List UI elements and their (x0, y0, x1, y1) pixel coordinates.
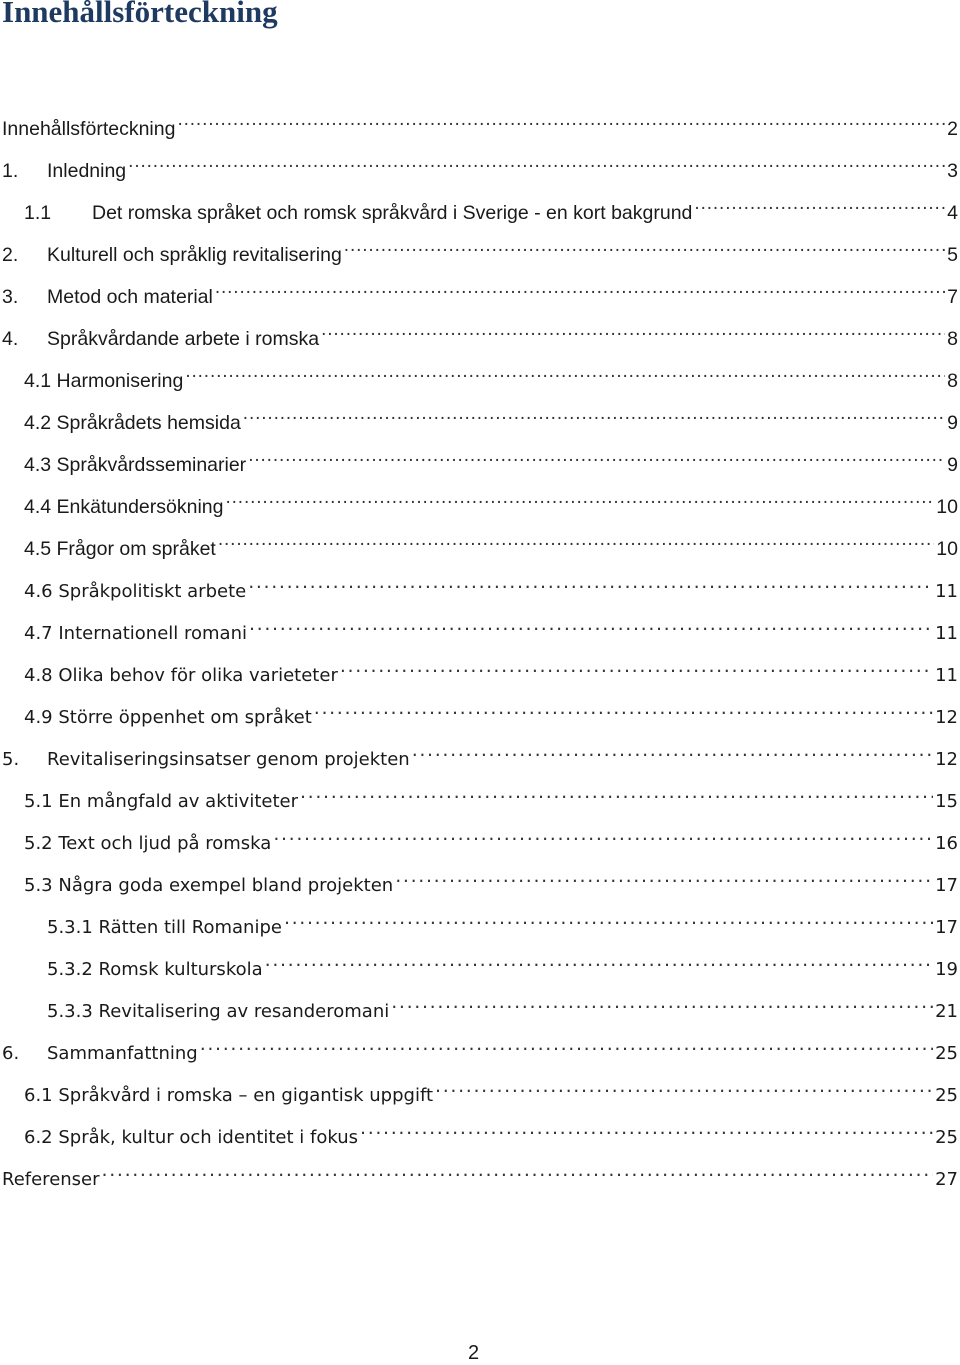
toc-entry-title: 5.1 En mångfald av aktiviteter (24, 791, 298, 812)
toc-dot-leader (128, 147, 945, 177)
toc-entry-page: 5 (947, 244, 958, 266)
toc-entry[interactable] (2, 231, 958, 266)
toc-entry-page: 25 (935, 1085, 958, 1106)
toc-entry-title: 4.8 Olika behov för olika varieteter (24, 665, 338, 686)
toc-entry-title: Sammanfattning (47, 1043, 198, 1064)
toc-entry[interactable] (2, 105, 958, 140)
toc-dot-leader (435, 1071, 933, 1101)
toc-dot-leader (273, 819, 933, 849)
toc-entry-page: 17 (935, 875, 958, 896)
toc-entry-page: 2 (947, 118, 958, 140)
toc-entry-page: 10 (936, 496, 958, 518)
toc-dot-leader (185, 357, 945, 387)
toc-dot-leader (218, 525, 934, 555)
toc-entry[interactable] (47, 987, 958, 1022)
toc-entry[interactable] (47, 903, 958, 938)
toc-entry[interactable] (2, 1155, 958, 1190)
toc-entry[interactable] (24, 357, 958, 392)
toc-entry-number: 2. (2, 244, 19, 266)
toc-entry-title: 5.3 Några goda exempel bland projekten (24, 875, 394, 896)
toc-entry-number: 6. (2, 1043, 20, 1064)
toc-dot-leader (248, 441, 945, 471)
toc-entry[interactable] (2, 1029, 958, 1064)
toc-entry-page: 25 (935, 1043, 958, 1064)
toc-dot-leader (340, 651, 933, 681)
toc-entry[interactable] (24, 819, 958, 854)
toc-dot-leader (215, 273, 945, 303)
toc-entry-title: Referenser (2, 1169, 100, 1190)
toc-entry-title: 4.6 Språkpolitiskt arbete (24, 581, 247, 602)
toc-entry-title: 4.4 Enkätundersökning (24, 496, 224, 518)
toc-entry-title: 4.7 Internationell romani (24, 623, 247, 644)
toc-entry-page: 9 (947, 454, 958, 476)
toc-entry-title: 4.5 Frågor om språket (24, 538, 216, 560)
toc-dot-leader (694, 189, 945, 219)
toc-entry[interactable] (2, 735, 958, 770)
toc-entry-page: 7 (947, 286, 958, 308)
toc-dot-leader (248, 567, 933, 597)
toc-dot-leader (177, 105, 945, 135)
toc-entry-page: 12 (935, 707, 958, 728)
toc-entry-title: 6.2 Språk, kultur och identitet i fokus (24, 1127, 359, 1148)
toc-entry-page: 21 (935, 1001, 958, 1022)
toc-entry-page: 8 (947, 328, 958, 350)
toc-entry-title: 5.2 Text och ljud på romska (24, 833, 272, 854)
toc-entry-page: 3 (947, 160, 958, 182)
toc-entry-number: 5. (2, 749, 20, 770)
toc-dot-leader (344, 231, 945, 261)
toc-entry-title: 5.3.3 Revitalisering av resanderomani (47, 1001, 390, 1022)
toc-entry[interactable] (24, 189, 958, 224)
toc-entry[interactable] (2, 147, 958, 182)
toc-dot-leader (102, 1155, 934, 1185)
toc-entry-title: Kulturell och språklig revitalisering (47, 244, 342, 266)
toc-entry[interactable] (24, 525, 958, 560)
toc-entry[interactable] (24, 399, 958, 434)
toc-dot-leader (300, 777, 933, 807)
toc-entry-page: 27 (935, 1169, 958, 1190)
toc-entry-page: 11 (935, 623, 958, 644)
toc-dot-leader (321, 315, 945, 345)
toc-entry-page: 4 (947, 202, 958, 224)
toc-entry-page: 17 (935, 917, 958, 938)
toc-entry-title: 4.2 Språkrådets hemsida (24, 412, 241, 434)
toc-dot-leader (391, 987, 933, 1017)
toc-entry-title: 5.3.1 Rätten till Romanipe (47, 917, 282, 938)
toc-entry-number: 1. (2, 160, 19, 182)
toc-entry-page: 25 (935, 1127, 958, 1148)
toc-entry-page: 8 (947, 370, 958, 392)
toc-entry-page: 9 (947, 412, 958, 434)
toc-dot-leader (249, 609, 933, 639)
toc-dot-leader (412, 735, 933, 765)
toc-dot-leader (314, 693, 933, 723)
toc-entry-title: 4.3 Språkvårdsseminarier (24, 454, 247, 476)
toc-entry[interactable] (2, 315, 958, 350)
toc-entry-page: 11 (935, 665, 958, 686)
toc-dot-leader (243, 399, 945, 429)
toc-entry-number: 3. (2, 286, 19, 308)
toc-entry[interactable] (24, 1071, 958, 1106)
toc-entry-title: 4.9 Större öppenhet om språket (24, 707, 312, 728)
toc-entry-title: Innehållsförteckning (2, 118, 176, 140)
toc-dot-leader (360, 1113, 933, 1143)
page-number: 2 (468, 1342, 480, 1364)
toc-dot-leader (284, 903, 933, 933)
toc-dot-leader (265, 945, 933, 975)
toc-entry-title: 4.1 Harmonisering (24, 370, 184, 392)
toc-entry-title: Inledning (47, 160, 127, 182)
toc-heading: Innehållsförteckning (2, 0, 278, 29)
toc-entry[interactable] (47, 945, 958, 980)
toc-entry-page: 16 (935, 833, 958, 854)
toc-entry-number: 4. (2, 328, 19, 350)
toc-dot-leader (395, 861, 933, 891)
toc-dot-leader (200, 1029, 933, 1059)
toc-entry[interactable] (24, 651, 958, 686)
toc-dot-leader (225, 483, 934, 513)
toc-entry-title: Revitaliseringsinsatser genom projekten (47, 749, 410, 770)
toc-entry-page: 12 (935, 749, 958, 770)
toc-entry-title: 5.3.2 Romsk kulturskola (47, 959, 263, 980)
toc-entry-page: 19 (935, 959, 958, 980)
toc-entry[interactable] (24, 609, 958, 644)
toc-entry[interactable] (24, 1113, 958, 1148)
toc-entry-page: 10 (936, 538, 958, 560)
toc-entry[interactable] (24, 693, 958, 728)
toc-entry[interactable] (24, 441, 958, 476)
toc-entry-page: 15 (935, 791, 958, 812)
toc-entry[interactable] (2, 273, 958, 308)
toc-entry-title: Metod och material (47, 286, 213, 308)
toc-entry-number: 1.1 (24, 202, 52, 224)
toc-entry[interactable] (24, 567, 958, 602)
toc-entry[interactable] (24, 483, 958, 518)
toc-entry-title: Språkvårdande arbete i romska (47, 328, 320, 350)
toc-entry-title: 6.1 Språkvård i romska – en gigantisk uppgift (24, 1085, 434, 1106)
toc-entry[interactable] (24, 777, 958, 812)
toc-entry-page: 11 (935, 581, 958, 602)
toc-entry-title: Det romska språket och romsk språkvård i Sverige - en kort bakgrund (92, 202, 693, 224)
toc-entry[interactable] (24, 861, 958, 896)
